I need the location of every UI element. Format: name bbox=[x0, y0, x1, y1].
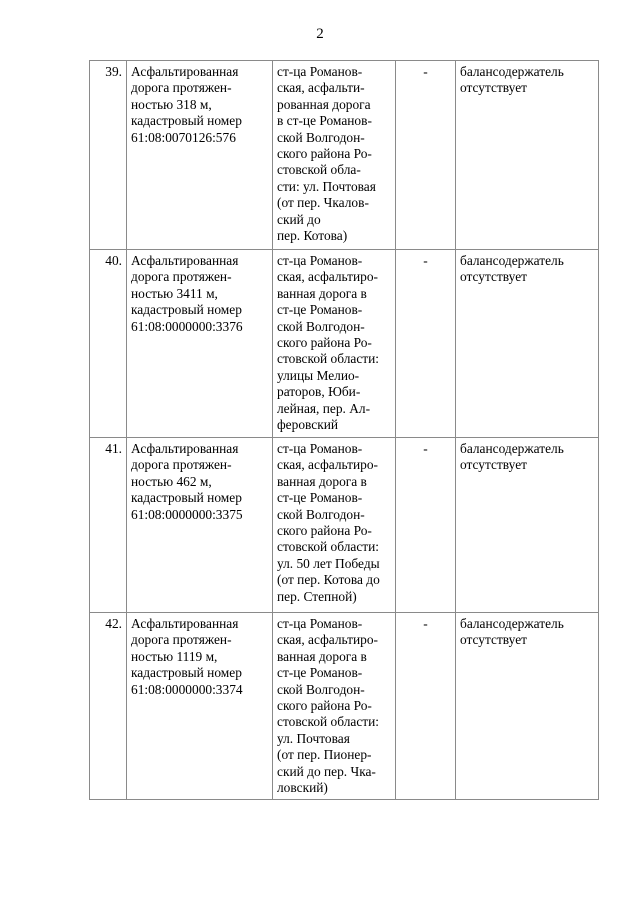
object-name-cell: Асфальтированная дорога протяжен- ностью 1119 м, кадастровый номер 61:08:0000000:3374 bbox=[127, 613, 273, 800]
table-row bbox=[90, 613, 599, 800]
owner-cell: балансодержатель отсутствует bbox=[456, 438, 599, 613]
roads-registry-table bbox=[89, 60, 599, 800]
page-number: 2 bbox=[316, 26, 324, 42]
location-cell: ст-ца Романов- ская, асфальтиро- ванная дорога в ст-це Романов- ской Волгодон- ского района Ро- стовской области: ул. 50 лет Победы (от пер. Котова до пер. Степной) bbox=[273, 438, 396, 613]
empty-value-cell: - bbox=[396, 61, 456, 250]
empty-value-cell: - bbox=[396, 438, 456, 613]
owner-cell: балансодержатель отсутствует bbox=[456, 61, 599, 250]
owner-cell: балансодержатель отсутствует bbox=[456, 613, 599, 800]
location-cell: ст-ца Романов- ская, асфальтиро- ванная дорога в ст-це Романов- ской Волгодон- ского района Ро- стовской области: улицы Мелио- раторов, Юби- лейная, пер. Ал- феровский bbox=[273, 250, 396, 438]
row-number: 41. bbox=[90, 438, 127, 613]
row-number: 39. bbox=[90, 61, 127, 250]
table-row bbox=[90, 250, 599, 438]
row-number: 42. bbox=[90, 613, 127, 800]
table-row bbox=[90, 438, 599, 613]
location-cell: ст-ца Романов- ская, асфальти- рованная дорога в ст-це Романов- ской Волгодон- ского района Ро- стовской обла- сти: ул. Почтовая (от пер. Чкалов- ский до пер. Котова) bbox=[273, 61, 396, 250]
empty-value-cell: - bbox=[396, 613, 456, 800]
location-cell: ст-ца Романов- ская, асфальтиро- ванная дорога в ст-це Романов- ской Волгодон- ского района Ро- стовской области: ул. Почтовая (от пер. Пионер- ский до пер. Чка- ловский) bbox=[273, 613, 396, 800]
empty-value-cell: - bbox=[396, 250, 456, 438]
object-name-cell: Асфальтированная дорога протяжен- ностью 318 м, кадастровый номер 61:08:0070126:576 bbox=[127, 61, 273, 250]
owner-cell: балансодержатель отсутствует bbox=[456, 250, 599, 438]
object-name-cell: Асфальтированная дорога протяжен- ностью 3411 м, кадастровый номер 61:08:0000000:3376 bbox=[127, 250, 273, 438]
row-number: 40. bbox=[90, 250, 127, 438]
table-row bbox=[90, 61, 599, 250]
object-name-cell: Асфальтированная дорога протяжен- ностью 462 м, кадастровый номер 61:08:0000000:3375 bbox=[127, 438, 273, 613]
